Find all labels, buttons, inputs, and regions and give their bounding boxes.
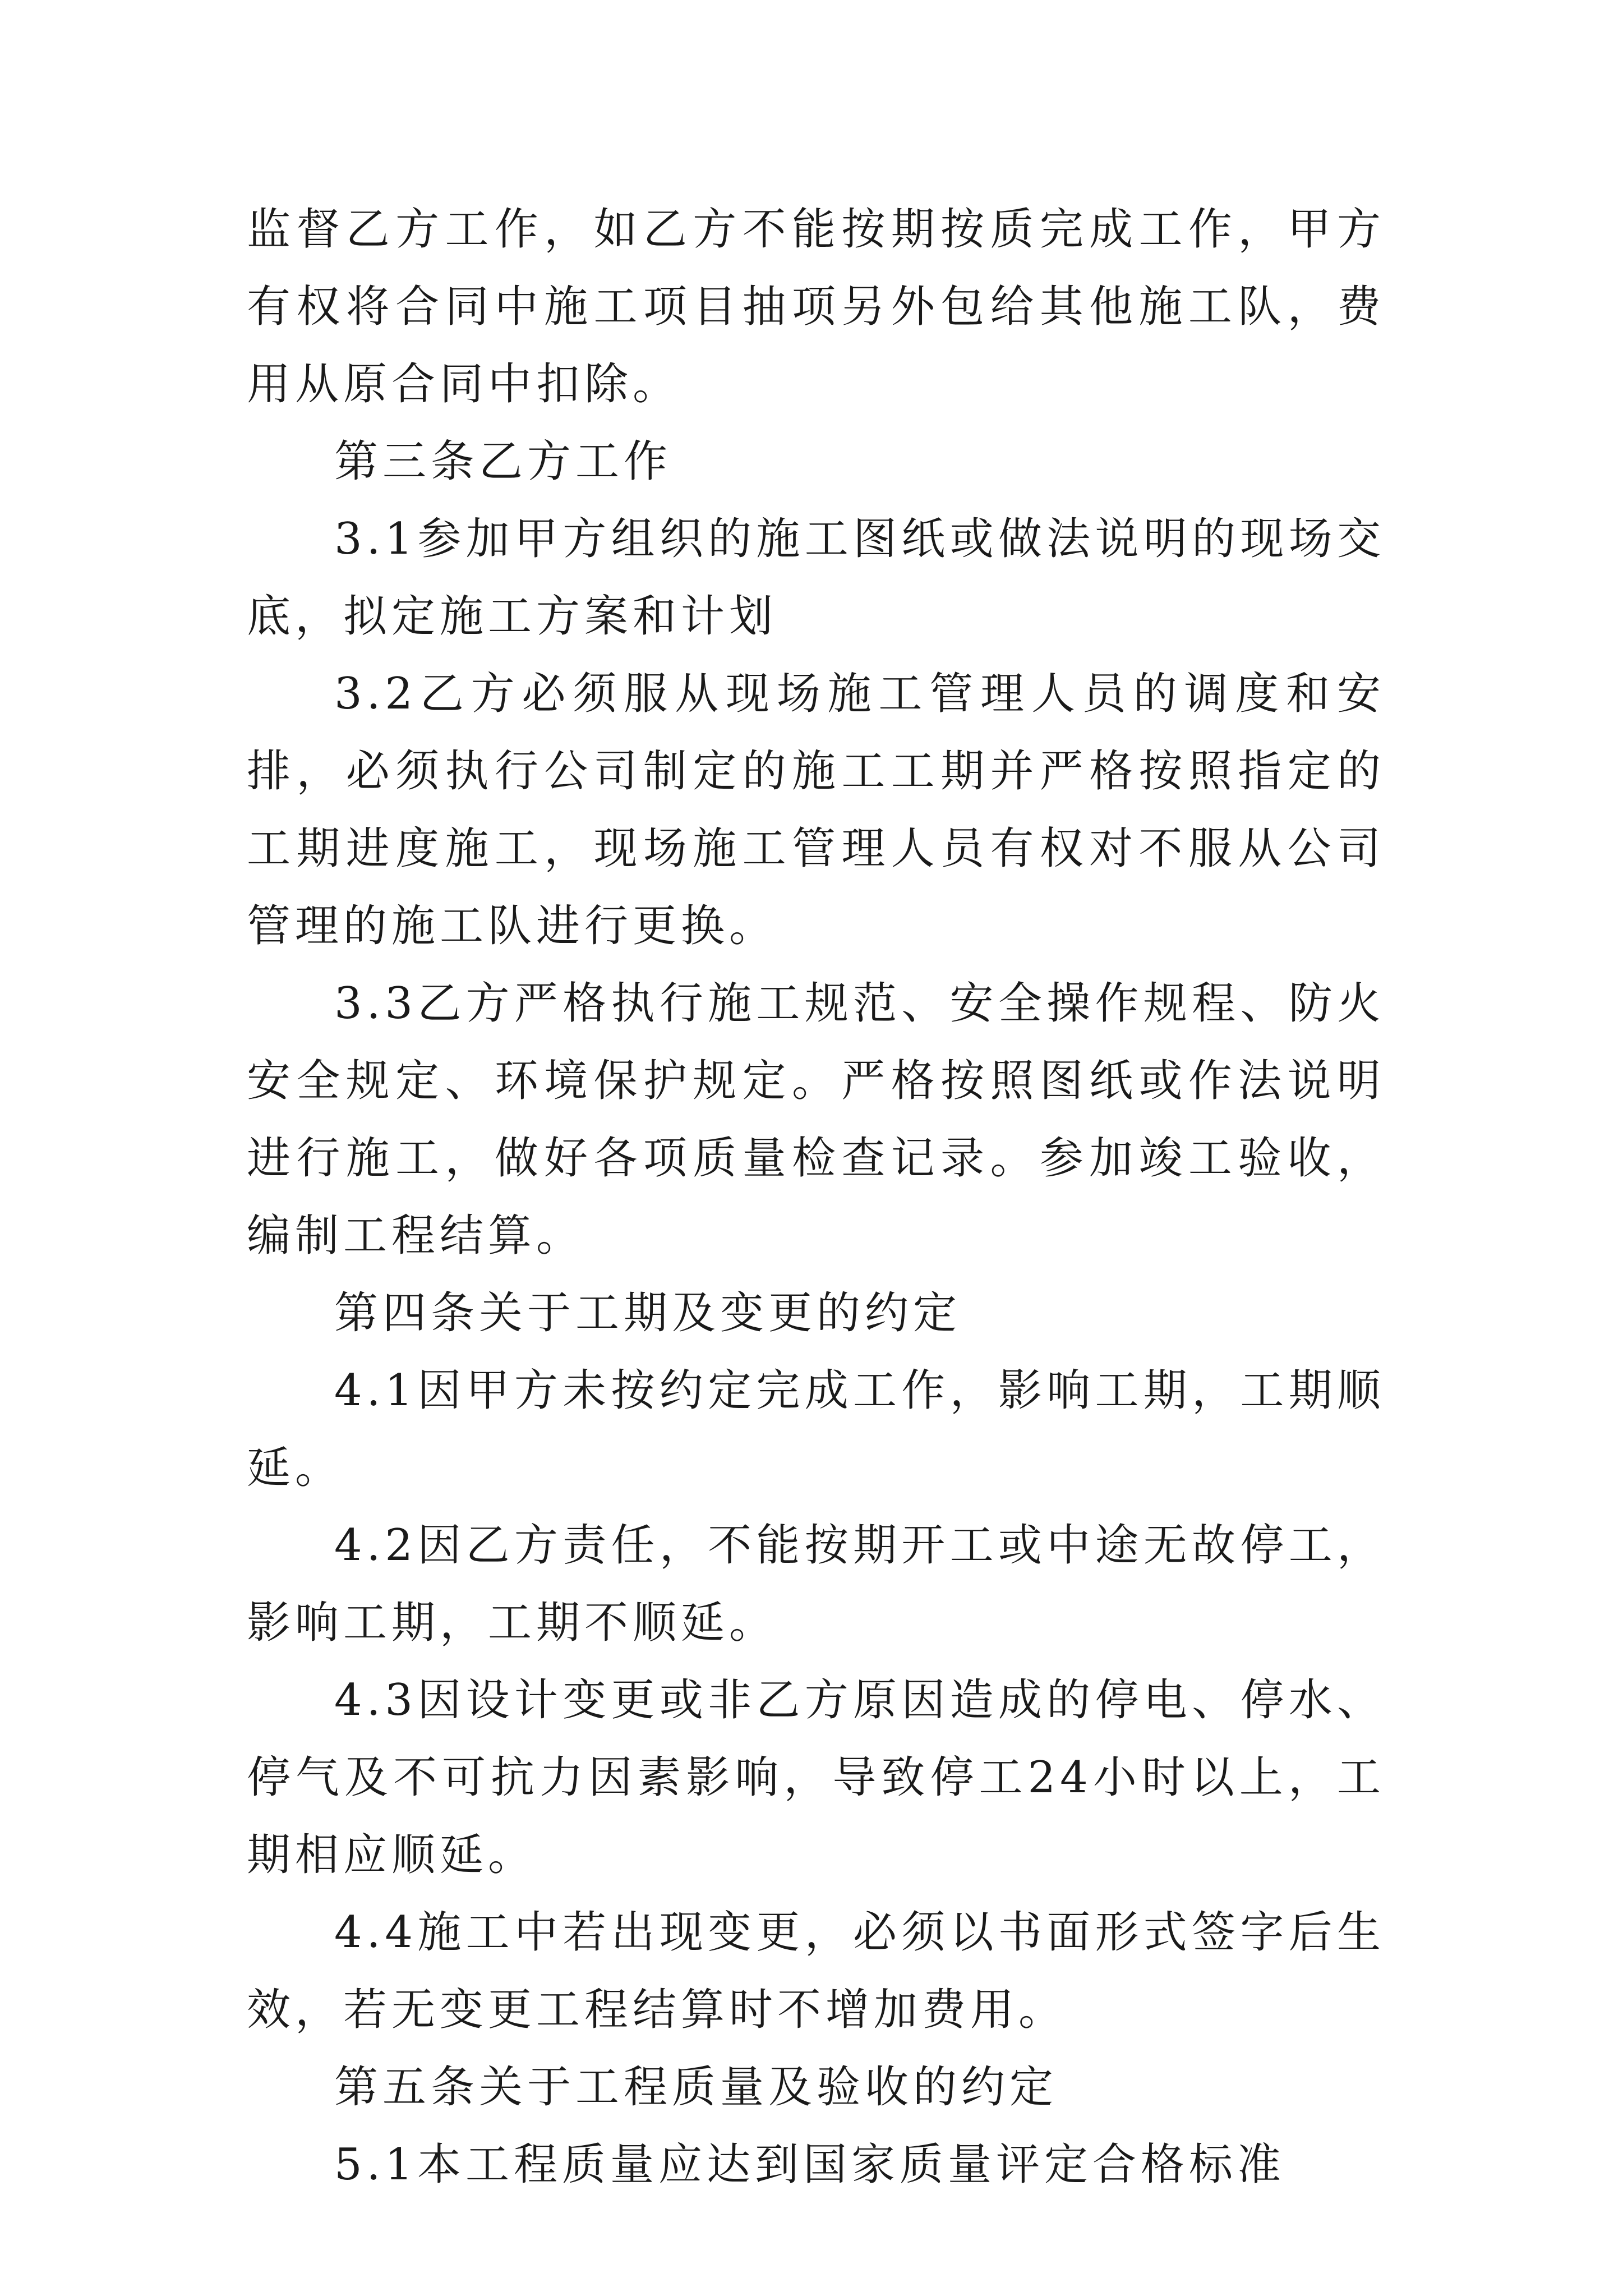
document-body [247,191,1385,2203]
clause-3-1: 3.1参加甲方组织的施工图纸或做法说明的现场交底，拟定施工方案和计划 [247,514,1385,642]
clause-4-2: 4.2因乙方责任，不能按期开工或中途无故停工，影响工期，工期不顺延。 [247,1520,1385,1648]
heading-article-5: 第五条关于工程质量及验收的约定 [334,2062,1058,2113]
clause-4-1: 4.1因甲方未按约定完成工作，影响工期，工期顺延。 [247,1365,1385,1493]
clause-4-4: 4.4施工中若出现变更，必须以书面形式签字后生效，若无变更工程结算时不增加费用。 [247,1907,1385,2035]
clause-3-3: 3.3乙方严格执行施工规范、安全操作规程、防火安全规定、环境保护规定。严格按照图纸或作法说明进行施工，做好各项质量检查记录。参加竣工验收，编制工程结算。 [247,978,1385,1261]
heading-article-3: 第三条乙方工作 [334,436,672,487]
clause-5-1: 5.1本工程质量应达到国家质量评定合格标准 [334,2139,1286,2190]
clause-3-2: 3.2乙方必须服从现场施工管理人员的调度和安排，必须执行公司制定的施工工期并严格按照指定的工期进度施工，现场施工管理人员有权对不服从公司管理的施工队进行更换。 [247,669,1385,951]
heading-article-4: 第四条关于工期及变更的约定 [334,1288,962,1338]
paragraph-continuation-supervision: 监督乙方工作，如乙方不能按期按质完成工作，甲方有权将合同中施工项目抽项另外包给其他施工队，费用从原合同中扣除。 [247,204,1385,409]
clause-4-3: 4.3因设计变更或非乙方原因造成的停电、停水、停气及不可抗力因素影响，导致停工24小时以上，工期相应顺延。 [247,1675,1385,1880]
